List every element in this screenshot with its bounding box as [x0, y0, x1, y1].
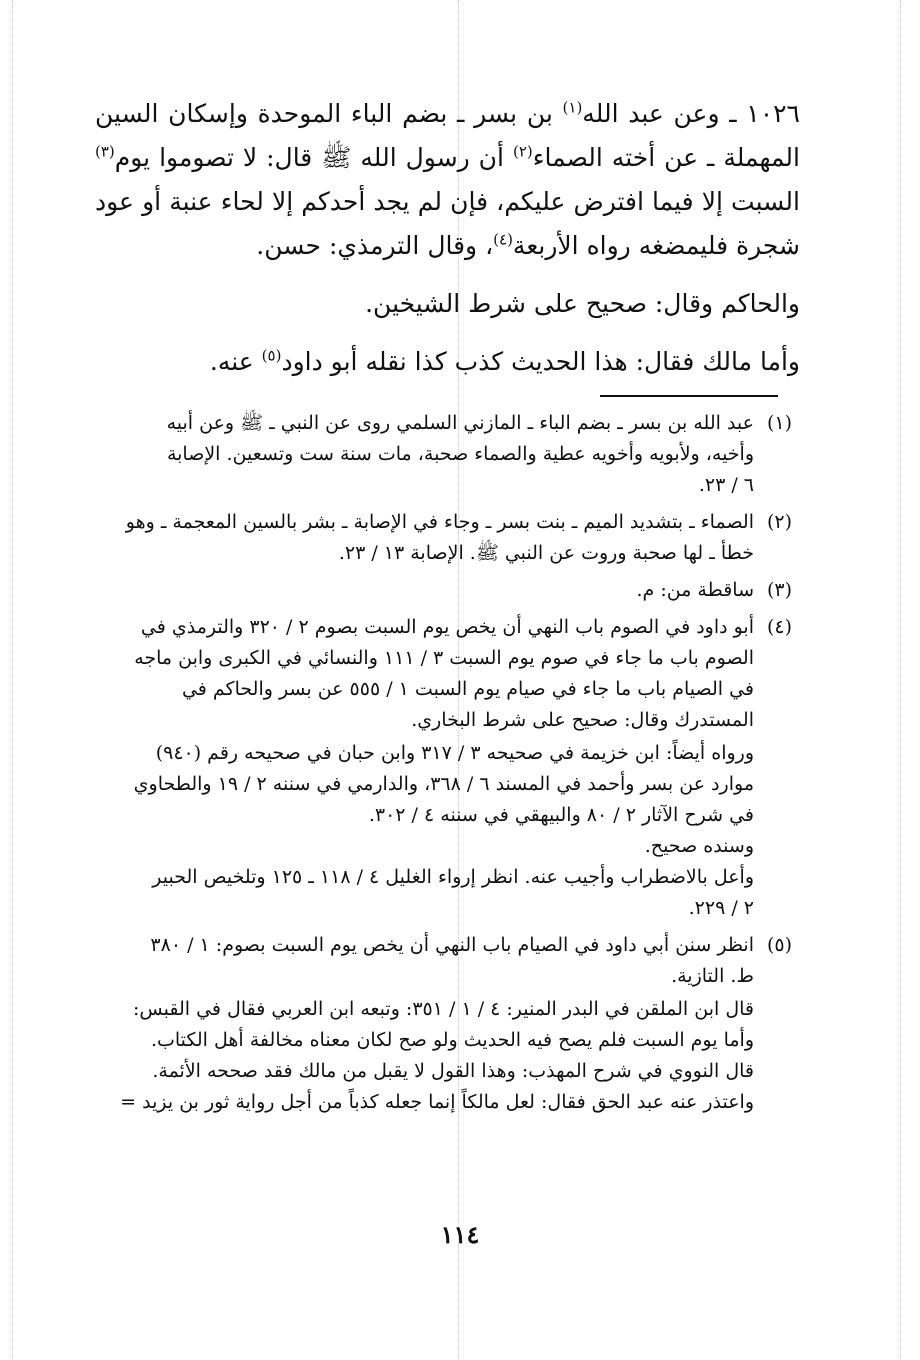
footnote-2 [98, 507, 792, 569]
malik-paragraph [95, 340, 800, 384]
footnote-line: ٦ / ٢٣. [698, 474, 754, 496]
footnote-ref-2: (٢) [512, 142, 533, 161]
footnote-3 [98, 575, 792, 606]
footnote-line: أبو داود في الصوم باب النهي أن يخص يوم السبت بصوم ٢ / ٣٢٠ والترمذي في [140, 616, 754, 638]
main-text [95, 92, 800, 384]
text-segment: عنه. [209, 347, 262, 376]
footnote-line: قال ابن الملقن في البدر المنير: ٤ / ١ / ٣٥١: وتبعه ابن العربي فقال في القبس: [133, 998, 754, 1020]
footnote-ref-3: (٣) [95, 142, 115, 161]
text-segment: أن رسول الله ﷺ قال: لا تصوموا يوم [114, 143, 513, 172]
footnote-ref-1: (١) [562, 98, 583, 117]
footnote-line: ساقطة من: م. [636, 579, 754, 601]
footnote-continuation [98, 994, 754, 1118]
footnote-line: وسنده صحيح. [644, 835, 754, 857]
footnote-4 [98, 612, 792, 924]
footnote-number: (٣) [766, 579, 792, 601]
footnote-line: ورواه أيضاً: ابن خزيمة في صحيحه ٣ / ٣١٧ وابن حبان في صحيحه رقم (٩٤٠) [155, 742, 754, 764]
footnote-number: (١) [766, 412, 792, 434]
footnote-line: وأخيه، ولأبويه وأخويه عطية والصماء صحبة، مات سنة ست وتسعين. الإصابة [166, 443, 754, 465]
footnote-line: وأما يوم السبت فلم يصح فيه الحديث ولو صح لكان معناه مخالفة أهل الكتاب. [150, 1029, 754, 1051]
footnote-line: واعتذر عنه عبد الحق فقال: لعل مالكاً إنما جعله كذباً من أجل رواية ثور بن يزيد = [120, 1091, 754, 1113]
footnote-line: ٢ / ٢٢٩. [688, 897, 754, 919]
footnote-line: في الصيام باب ما جاء في صيام يوم السبت ١ / ٥٥٥ عن بسر والحاكم في [181, 678, 754, 700]
footnote-line: الصوم باب ما جاء في صوم يوم السبت ٣ / ١١١ والنسائي في الكبرى وابن ماجه [134, 647, 754, 669]
footnote-ref-4: (٤) [493, 230, 513, 249]
footnote-line: موارد عن بسر وأحمد في المسند ٦ / ٣٦٨، والدارمي في سننه ٢ / ١٩ والطحاوي [133, 773, 754, 795]
footnote-line: عبد الله بن بسر ـ بضم الباء ـ المازني السلمي روى عن النبي ـ ﷺ وعن أبيه [166, 412, 754, 434]
footnote-line: ط. التازية. [671, 965, 754, 987]
footnote-line: انظر سنن أبي داود في الصيام باب النهي أن يخص يوم السبت بصوم: ١ / ٣٨٠ [150, 934, 754, 956]
footnote-number: (٥) [766, 934, 792, 956]
footnote-number: (٢) [766, 511, 792, 533]
footnote-line: الصماء ـ بتشديد الميم ـ بنت بسر ـ وجاء في الإصابة ـ بشر بالسين المعجمة ـ وهو [125, 511, 754, 533]
footnote-line: قال النووي في شرح المهذب: وهذا القول لا يقبل من مالك فقد صححه الأئمة. [152, 1060, 754, 1082]
footnote-1 [98, 408, 792, 501]
footnote-line: في شرح الآثار ٢ / ٨٠ والبيهقي في سننه ٤ / ٣٠٢. [368, 804, 754, 826]
text-segment: السبت إلا فيما افترض عليكم، فإن لم يجد أحدكم إلا لحاء عنبة أو عود شجرة فليمضغه رواه الأربعة [95, 187, 800, 260]
footnote-line: وأعل بالاضطراب وأجيب عنه. انظر إرواء الغليل ٤ / ١١٨ ـ ١٢٥ وتلخيص الحبير [152, 866, 754, 888]
text-segment: وأما مالك فقال: هذا الحديث كذب كذا نقله أبو داود [281, 347, 800, 376]
scan-dotted-line [12, 0, 13, 1360]
footnote-continuation [98, 738, 754, 924]
footnote-ref-5: (٥) [261, 346, 282, 365]
text-segment: ١٠٢٦ ـ وعن عبد الله [582, 99, 800, 128]
hadith-paragraph [95, 92, 800, 268]
scan-dotted-line [900, 0, 901, 1360]
footnote-separator [600, 395, 778, 397]
hakim-paragraph: والحاكم وقال: صحيح على شرط الشيخين. [365, 289, 800, 318]
footnotes [98, 408, 792, 1124]
footnote-number: (٤) [766, 616, 792, 638]
page-number: ١١٤ [440, 1220, 480, 1249]
text-segment: بن بسر ـ بضم الباء الموحدة وإسكان السين المهملة ـ عن أخته الصماء [95, 99, 800, 172]
footnote-line: المستدرك وقال: صحيح على شرط البخاري. [411, 709, 754, 731]
text-segment: ، وقال الترمذي: حسن. [256, 231, 494, 260]
footnote-5 [98, 930, 792, 1118]
footnote-line: خطأ ـ لها صحبة وروت عن النبي ﷺ. الإصابة ١٣ / ٢٣. [338, 542, 754, 564]
